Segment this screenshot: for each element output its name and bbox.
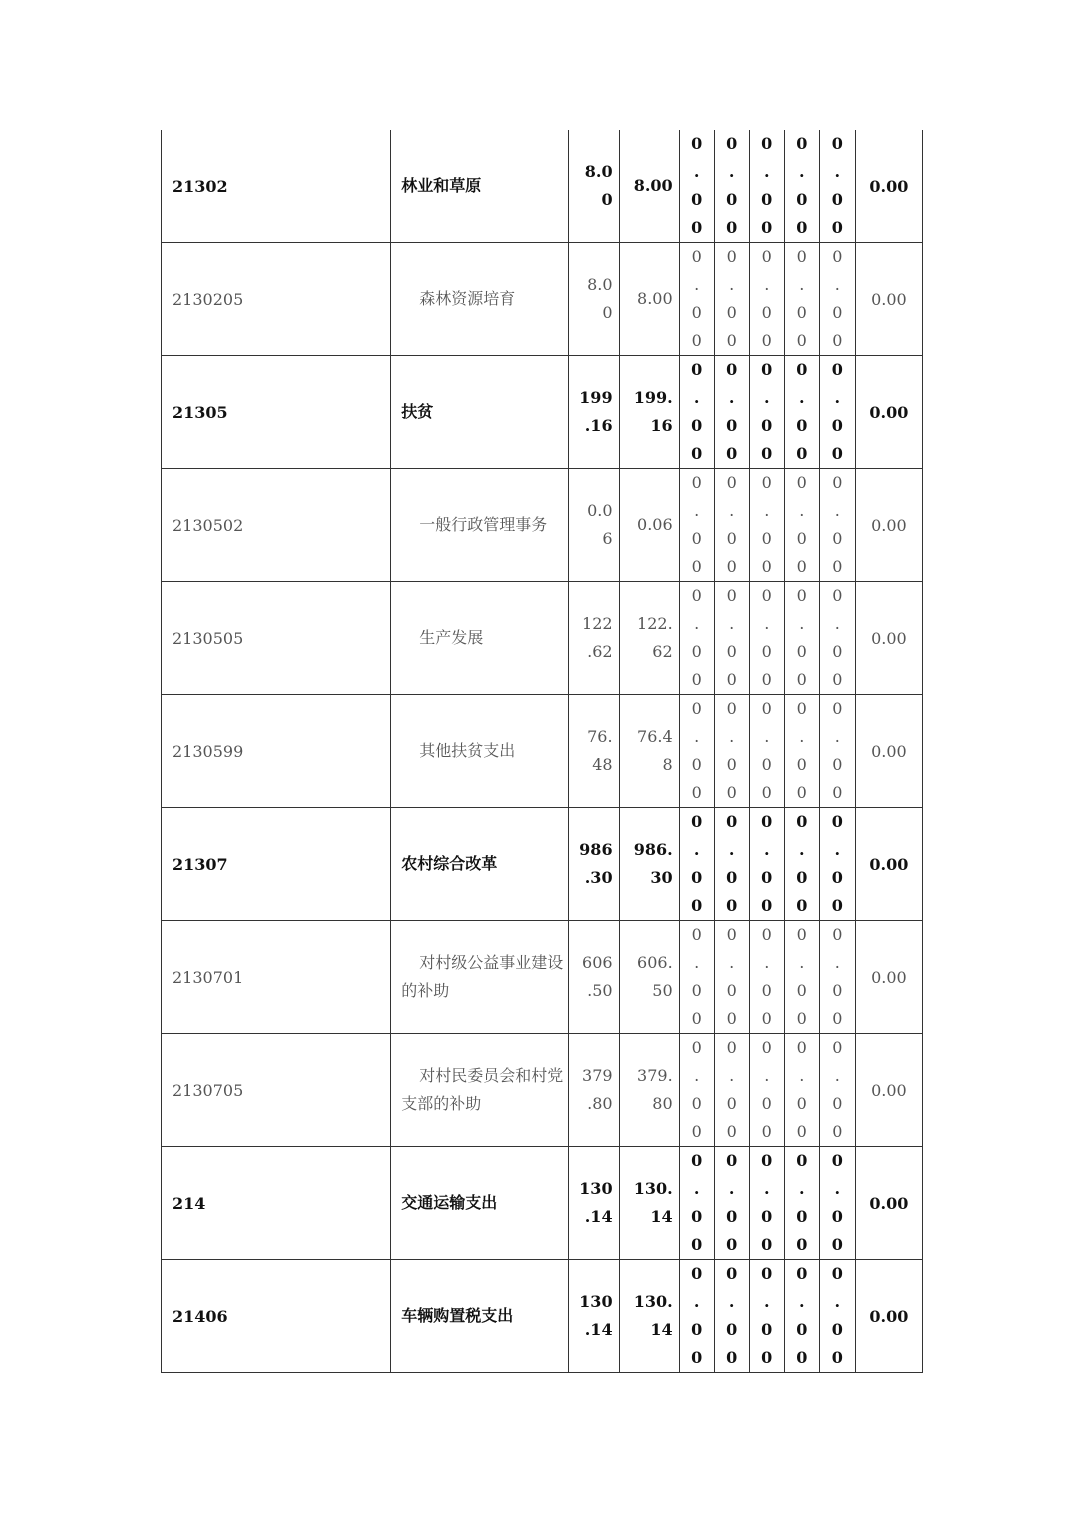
row-total: 0.00 (855, 808, 922, 921)
zero-value-cell: 0 . 0 0 (749, 921, 784, 1034)
table-row (162, 243, 923, 356)
zero-value-cell: 0 . 0 0 (679, 1147, 714, 1260)
row-amount: 0.0 6 (568, 469, 619, 582)
zero-value-cell: 0 . 0 0 (749, 1147, 784, 1260)
table-row (162, 356, 923, 469)
row-amount: 986 .30 (568, 808, 619, 921)
row-amount: 199 .16 (568, 356, 619, 469)
zero-value-cell: 0 . 0 0 (819, 582, 855, 695)
zero-value-cell: 0 . 0 0 (714, 469, 749, 582)
row-name: 林业和草原 (391, 130, 568, 243)
row-amount: 8.0 0 (568, 130, 619, 243)
table-row (162, 469, 923, 582)
zero-value-cell: 0 . 0 0 (819, 808, 855, 921)
row-total: 0.00 (855, 1147, 922, 1260)
row-amount: 379 .80 (568, 1034, 619, 1147)
row-amount-basic: 379. 80 (619, 1034, 679, 1147)
row-total: 0.00 (855, 582, 922, 695)
zero-value-cell: 0 . 0 0 (784, 808, 819, 921)
row-code: 21307 (162, 808, 391, 921)
zero-value-cell: 0 . 0 0 (714, 808, 749, 921)
row-amount-basic: 8.00 (619, 130, 679, 243)
zero-value-cell: 0 . 0 0 (749, 695, 784, 808)
zero-value-cell: 0 . 0 0 (679, 469, 714, 582)
zero-value-cell: 0 . 0 0 (749, 130, 784, 243)
budget-table (161, 130, 923, 1373)
zero-value-cell: 0 . 0 0 (819, 469, 855, 582)
zero-value-cell: 0 . 0 0 (784, 921, 819, 1034)
row-code: 21305 (162, 356, 391, 469)
zero-value-cell: 0 . 0 0 (819, 1260, 855, 1373)
row-name: 农村综合改革 (391, 808, 568, 921)
zero-value-cell: 0 . 0 0 (784, 1260, 819, 1373)
zero-value-cell: 0 . 0 0 (714, 1034, 749, 1147)
zero-value-cell: 0 . 0 0 (714, 243, 749, 356)
table-row (162, 921, 923, 1034)
table-row (162, 808, 923, 921)
zero-value-cell: 0 . 0 0 (714, 921, 749, 1034)
zero-value-cell: 0 . 0 0 (784, 1147, 819, 1260)
row-name: 对村民委员会和村党支部的补助 (391, 1034, 568, 1147)
row-amount-basic: 76.4 8 (619, 695, 679, 808)
zero-value-cell: 0 . 0 0 (679, 1034, 714, 1147)
row-name: 车辆购置税支出 (391, 1260, 568, 1373)
zero-value-cell: 0 . 0 0 (749, 1034, 784, 1147)
row-amount-basic: 199. 16 (619, 356, 679, 469)
row-amount: 130 .14 (568, 1147, 619, 1260)
zero-value-cell: 0 . 0 0 (679, 1260, 714, 1373)
row-name: 森林资源培育 (391, 243, 568, 356)
row-total: 0.00 (855, 469, 922, 582)
table-row (162, 1147, 923, 1260)
zero-value-cell: 0 . 0 0 (784, 130, 819, 243)
table-row (162, 130, 923, 243)
table-body (162, 130, 923, 1373)
zero-value-cell: 0 . 0 0 (679, 243, 714, 356)
row-amount: 8.0 0 (568, 243, 619, 356)
zero-value-cell: 0 . 0 0 (784, 695, 819, 808)
table-row (162, 695, 923, 808)
zero-value-cell: 0 . 0 0 (784, 243, 819, 356)
zero-value-cell: 0 . 0 0 (784, 582, 819, 695)
zero-value-cell: 0 . 0 0 (819, 130, 855, 243)
row-code: 21302 (162, 130, 391, 243)
row-total: 0.00 (855, 921, 922, 1034)
zero-value-cell: 0 . 0 0 (784, 469, 819, 582)
row-amount: 76. 48 (568, 695, 619, 808)
row-code: 2130599 (162, 695, 391, 808)
row-total: 0.00 (855, 243, 922, 356)
zero-value-cell: 0 . 0 0 (819, 243, 855, 356)
zero-value-cell: 0 . 0 0 (714, 695, 749, 808)
zero-value-cell: 0 . 0 0 (819, 921, 855, 1034)
table-row (162, 1034, 923, 1147)
table-row (162, 1260, 923, 1373)
zero-value-cell: 0 . 0 0 (679, 582, 714, 695)
row-total: 0.00 (855, 695, 922, 808)
row-amount-basic: 986. 30 (619, 808, 679, 921)
row-name: 对村级公益事业建设的补助 (391, 921, 568, 1034)
zero-value-cell: 0 . 0 0 (819, 356, 855, 469)
zero-value-cell: 0 . 0 0 (679, 695, 714, 808)
row-amount: 130 .14 (568, 1260, 619, 1373)
zero-value-cell: 0 . 0 0 (714, 1147, 749, 1260)
zero-value-cell: 0 . 0 0 (679, 130, 714, 243)
row-name: 一般行政管理事务 (391, 469, 568, 582)
zero-value-cell: 0 . 0 0 (714, 582, 749, 695)
zero-value-cell: 0 . 0 0 (749, 469, 784, 582)
zero-value-cell: 0 . 0 0 (819, 1034, 855, 1147)
zero-value-cell: 0 . 0 0 (679, 808, 714, 921)
row-name: 交通运输支出 (391, 1147, 568, 1260)
row-amount: 606 .50 (568, 921, 619, 1034)
row-code: 21406 (162, 1260, 391, 1373)
zero-value-cell: 0 . 0 0 (714, 1260, 749, 1373)
zero-value-cell: 0 . 0 0 (784, 1034, 819, 1147)
zero-value-cell: 0 . 0 0 (714, 130, 749, 243)
row-total: 0.00 (855, 1260, 922, 1373)
zero-value-cell: 0 . 0 0 (679, 921, 714, 1034)
row-amount-basic: 606. 50 (619, 921, 679, 1034)
row-total: 0.00 (855, 130, 922, 243)
row-total: 0.00 (855, 356, 922, 469)
row-total: 0.00 (855, 1034, 922, 1147)
row-code: 2130701 (162, 921, 391, 1034)
row-name: 生产发展 (391, 582, 568, 695)
row-name: 其他扶贫支出 (391, 695, 568, 808)
row-name: 扶贫 (391, 356, 568, 469)
row-amount-basic: 130. 14 (619, 1147, 679, 1260)
row-code: 2130505 (162, 582, 391, 695)
table-row (162, 582, 923, 695)
zero-value-cell: 0 . 0 0 (749, 243, 784, 356)
row-code: 214 (162, 1147, 391, 1260)
zero-value-cell: 0 . 0 0 (749, 582, 784, 695)
zero-value-cell: 0 . 0 0 (819, 1147, 855, 1260)
zero-value-cell: 0 . 0 0 (679, 356, 714, 469)
zero-value-cell: 0 . 0 0 (749, 808, 784, 921)
row-amount-basic: 130. 14 (619, 1260, 679, 1373)
row-amount-basic: 122. 62 (619, 582, 679, 695)
row-code: 2130205 (162, 243, 391, 356)
row-amount: 122 .62 (568, 582, 619, 695)
zero-value-cell: 0 . 0 0 (819, 695, 855, 808)
zero-value-cell: 0 . 0 0 (784, 356, 819, 469)
zero-value-cell: 0 . 0 0 (714, 356, 749, 469)
row-code: 2130502 (162, 469, 391, 582)
row-code: 2130705 (162, 1034, 391, 1147)
row-amount-basic: 0.06 (619, 469, 679, 582)
row-amount-basic: 8.00 (619, 243, 679, 356)
zero-value-cell: 0 . 0 0 (749, 1260, 784, 1373)
zero-value-cell: 0 . 0 0 (749, 356, 784, 469)
